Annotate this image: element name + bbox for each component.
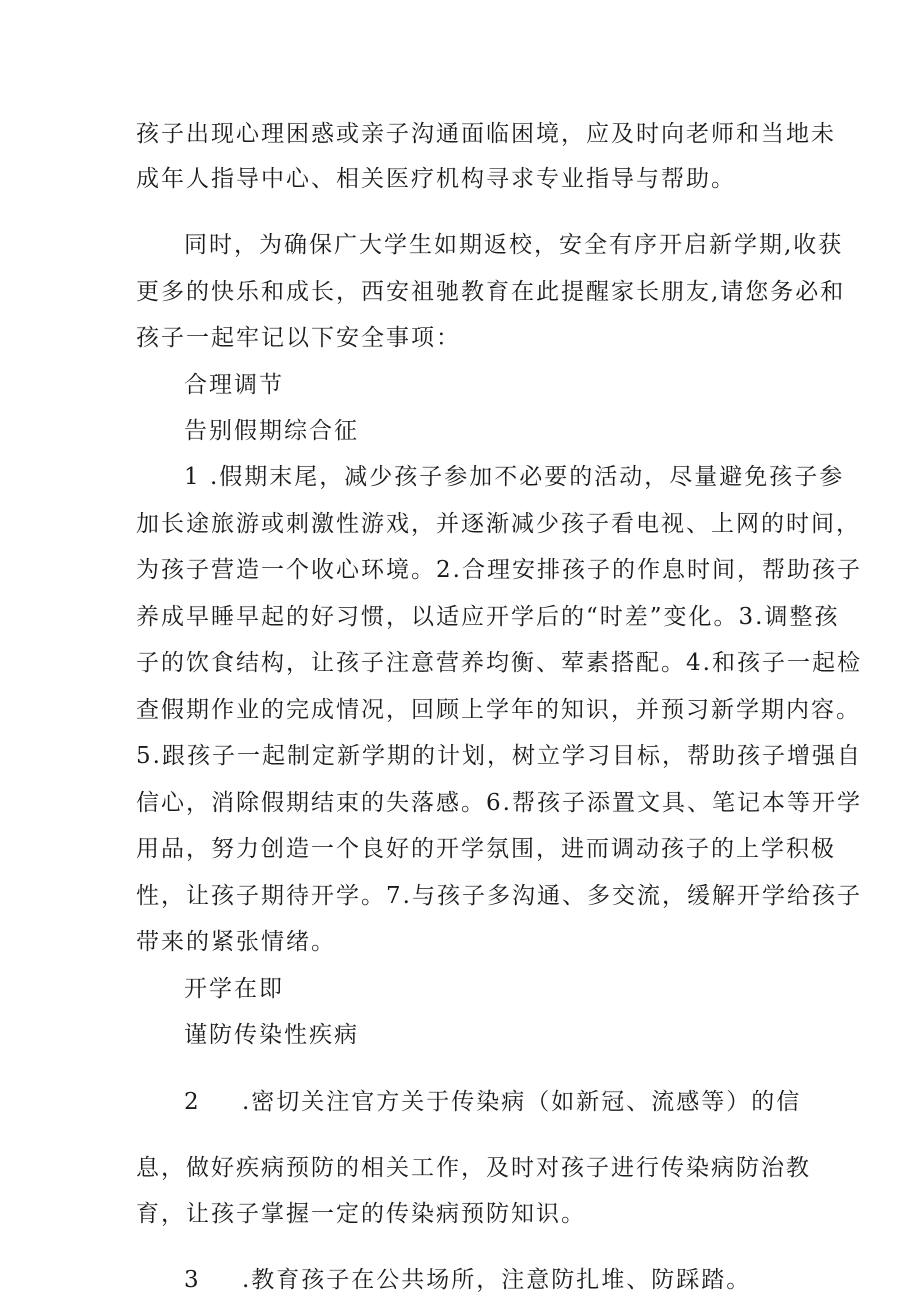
section-heading-2: 开学在即 bbox=[184, 976, 284, 1002]
section-subheading-2: 谨防传染性疾病 bbox=[184, 1022, 359, 1048]
paragraph-3-line-1: 1 .假期末尾，减少孩子参加不必要的活动，尽量避免孩子参 bbox=[184, 464, 845, 490]
list-item-2-line-1 bbox=[184, 1086, 920, 1118]
paragraph-3-line-9: 用品，努力创造一个良好的开学氛围，进而调动孩子的上学积极 bbox=[136, 836, 836, 862]
paragraph-2-line-2: 更多的快乐和成长，西安祖驰教育在此提醒家长朋友,请您务必和 bbox=[136, 279, 846, 305]
paragraph-2-line-1: 同时，为确保广大学生如期返校，安全有序开启新学期,收获 bbox=[184, 232, 844, 258]
section-subheading-1: 告别假期综合征 bbox=[184, 418, 359, 444]
paragraph-3-line-8: 信心，消除假期结束的失落感。6.帮孩子添置文具、笔记本等开学 bbox=[136, 790, 862, 816]
list-item-3-number: 3 bbox=[184, 1267, 201, 1293]
paragraph-3-line-6: 查假期作业的完成情况，回顾上学年的知识，并预习新学期内容。 bbox=[136, 697, 861, 723]
paragraph-3-line-11: 带来的紧张情绪。 bbox=[136, 929, 336, 955]
section-heading-1: 合理调节 bbox=[184, 372, 284, 398]
paragraph-3-line-7: 5.跟孩子一起制定新学期的计划，树立学习目标，帮助孩子增强自 bbox=[136, 743, 862, 769]
paragraph-3-line-10: 性，让孩子期待开学。7.与孩子多沟通、多交流，缓解开学给孩子 bbox=[136, 883, 862, 909]
paragraph-3-line-5: 子的饮食结构，让孩子注意营养均衡、荤素搭配。4.和孩子一起检 bbox=[136, 650, 862, 676]
paragraph-3-line-3: 为孩子营造一个收心环境。2.合理安排孩子的作息时间，帮助孩子 bbox=[136, 557, 862, 583]
paragraph-3-line-4: 养成早睡早起的好习惯，以适应开学后的“时差”变化。3.调整孩 bbox=[136, 604, 840, 630]
paragraph-2-line-3: 孩子一起牢记以下安全事项： bbox=[136, 325, 461, 351]
list-item-2-text: .密切关注官方关于传染病（如新冠、流感等）的信 bbox=[242, 1089, 802, 1115]
list-item-2-number: 2 bbox=[184, 1089, 201, 1115]
paragraph-3-line-2: 加长途旅游或刺激性游戏，并逐渐减少孩子看电视、上网的时间， bbox=[136, 511, 861, 537]
list-item-2-line-2: 息，做好疾病预防的相关工作，及时对孩子进行传染病防治教 bbox=[136, 1155, 811, 1181]
list-item-3-text: .教育孩子在公共场所，注意防扎堆、防踩踏。 bbox=[242, 1267, 752, 1293]
list-item-2-line-3: 育，让孩子掌握一定的传染病预防知识。 bbox=[136, 1201, 586, 1227]
list-item-3-line-1 bbox=[184, 1264, 920, 1296]
paragraph-1-line-2: 成年人指导中心、相关医疗机构寻求专业指导与帮助。 bbox=[136, 166, 736, 192]
paragraph-1-line-1: 孩子出现心理困惑或亲子沟通面临困境，应及时向老师和当地未 bbox=[136, 121, 836, 147]
